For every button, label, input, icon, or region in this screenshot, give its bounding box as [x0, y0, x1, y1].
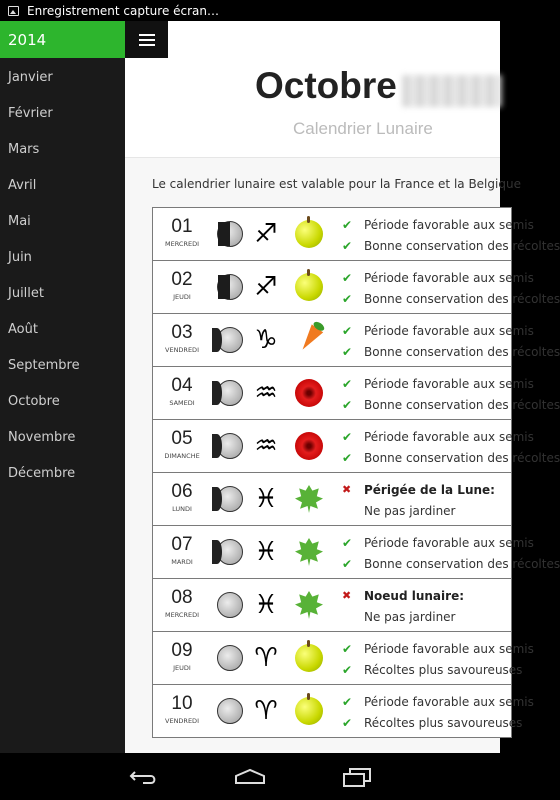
aries-icon: ♈ — [254, 696, 278, 726]
status-bar — [0, 0, 500, 21]
advice-text: Période favorable aux semis — [364, 270, 534, 285]
leaf-icon — [295, 485, 323, 513]
home-button[interactable] — [230, 762, 270, 792]
month-item[interactable]: Juin — [8, 250, 32, 265]
check-icon: ✔ — [342, 291, 353, 306]
advice-text: Période favorable aux semis — [364, 376, 534, 391]
notification-text: Enregistrement capture écran… — [27, 3, 220, 18]
advice-line — [342, 288, 560, 309]
day-row[interactable] — [152, 525, 560, 579]
carrot-icon — [297, 324, 323, 353]
day-number: 01 — [171, 216, 193, 237]
month-item[interactable]: Janvier — [8, 70, 53, 85]
navigation-bar — [0, 753, 500, 800]
day-advice — [342, 479, 542, 521]
first-quarter-moon-icon — [217, 274, 243, 300]
day-number: 02 — [171, 269, 193, 290]
year-header[interactable]: 2014 — [0, 21, 125, 58]
waxing-gibbous-moon-icon — [217, 486, 243, 512]
pisces-icon: ♓ — [254, 590, 278, 620]
advice-line — [342, 712, 542, 733]
first-quarter-moon-icon — [217, 221, 243, 247]
day-name: VENDREDI — [165, 346, 199, 354]
day-date — [153, 208, 211, 260]
day-row[interactable] — [152, 366, 560, 420]
advice-text: Bonne conservation des récoltes — [364, 238, 560, 253]
check-icon: ✔ — [342, 715, 353, 730]
advice-line — [342, 341, 560, 362]
full-moon-icon — [217, 592, 243, 618]
blurred-year — [402, 75, 502, 107]
pisces-icon: ♓ — [254, 537, 278, 567]
day-row[interactable] — [152, 684, 534, 738]
day-name: SAMEDI — [169, 399, 195, 407]
advice-text: Bonne conservation des récoltes — [364, 344, 560, 359]
advice-text: Bonne conservation des récoltes — [364, 556, 560, 571]
month-item[interactable]: Avril — [8, 178, 37, 193]
check-icon: ✔ — [342, 535, 353, 550]
day-advice — [342, 373, 560, 415]
waxing-gibbous-moon-icon — [217, 539, 243, 565]
advice-text: Bonne conservation des récoltes — [364, 291, 560, 306]
waxing-gibbous-moon-icon — [217, 380, 243, 406]
check-icon: ✔ — [342, 450, 353, 465]
aries-icon: ♈ — [254, 643, 278, 673]
day-row[interactable] — [152, 472, 512, 526]
apple-icon — [295, 273, 323, 301]
advice-text: Période favorable aux semis — [364, 217, 534, 232]
advice-line — [342, 553, 560, 574]
pisces-icon: ♓ — [254, 484, 278, 514]
advice-text: Récoltes plus savoureuses — [364, 715, 523, 730]
advice-line — [342, 479, 542, 500]
advice-line — [342, 606, 542, 627]
intro-text: Le calendrier lunaire est valable pour la France et la Belgique — [152, 177, 521, 191]
day-number: 05 — [171, 428, 193, 449]
page-title: Octobre — [255, 65, 397, 106]
check-icon: ✔ — [342, 694, 353, 709]
day-date — [153, 526, 211, 578]
advice-line — [342, 320, 542, 341]
day-number: 04 — [171, 375, 193, 396]
page-subtitle: Calendrier Lunaire — [293, 119, 433, 138]
advice-text: Période favorable aux semis — [364, 641, 534, 656]
screenshot-icon — [8, 6, 19, 16]
page-header — [125, 21, 500, 158]
advice-text: Récoltes plus savoureuses — [364, 662, 523, 677]
month-item[interactable]: Novembre — [8, 430, 76, 445]
day-advice — [342, 214, 560, 256]
hamburger-bar — [139, 44, 155, 46]
back-icon — [129, 768, 159, 786]
day-number: 10 — [171, 693, 193, 714]
advice-line — [342, 691, 542, 712]
day-date — [153, 420, 211, 472]
lunar-calendar-table — [152, 208, 560, 738]
advice-line — [342, 214, 542, 235]
day-name: MERCREDI — [165, 240, 199, 248]
month-item[interactable]: Décembre — [8, 466, 76, 481]
day-advice — [342, 267, 560, 309]
full-moon-icon — [217, 645, 243, 671]
calendar-main[interactable] — [125, 21, 560, 753]
recent-apps-icon — [342, 767, 372, 787]
check-icon: ✔ — [342, 217, 353, 232]
day-name: LUNDI — [172, 505, 192, 513]
advice-text: Ne pas jardiner — [364, 503, 456, 518]
waxing-gibbous-moon-icon — [217, 327, 243, 353]
advice-line — [342, 659, 542, 680]
day-row[interactable] — [152, 313, 560, 367]
check-icon: ✔ — [342, 323, 353, 338]
advice-text: Bonne conservation des récoltes — [364, 397, 560, 412]
day-name: JEUDI — [173, 664, 191, 672]
day-date — [153, 632, 211, 684]
aquarius-icon: ♒ — [254, 378, 278, 408]
day-date — [153, 314, 211, 366]
month-item[interactable]: Octobre — [8, 394, 60, 409]
back-button[interactable] — [124, 762, 164, 792]
advice-line — [342, 532, 542, 553]
advice-text: Période favorable aux semis — [364, 694, 534, 709]
day-date — [153, 685, 211, 737]
month-item[interactable]: Mai — [8, 214, 31, 229]
flower-icon — [295, 432, 323, 460]
advice-text: Noeud lunaire: — [364, 588, 465, 603]
month-item[interactable]: Juillet — [8, 286, 45, 301]
check-icon: ✔ — [342, 556, 353, 571]
day-row[interactable] — [152, 631, 534, 685]
month-item[interactable]: Août — [8, 322, 38, 337]
advice-line — [342, 585, 542, 606]
day-name: MERCREDI — [165, 611, 199, 619]
day-row[interactable] — [152, 578, 512, 632]
day-advice — [342, 638, 542, 680]
capricorn-icon: ♑ — [254, 325, 278, 355]
advice-line — [342, 500, 542, 521]
advice-line — [342, 235, 560, 256]
day-advice — [342, 320, 560, 362]
flower-icon — [295, 379, 323, 407]
check-icon: ✔ — [342, 376, 353, 391]
sagittarius-icon: ♐ — [254, 219, 278, 249]
home-icon — [233, 768, 267, 786]
advice-line — [342, 426, 542, 447]
day-advice — [342, 532, 560, 574]
advice-line — [342, 267, 542, 288]
day-number: 09 — [171, 640, 193, 661]
aquarius-icon: ♒ — [254, 431, 278, 461]
month-list — [0, 60, 125, 492]
menu-button[interactable] — [125, 21, 168, 58]
day-number: 06 — [171, 481, 193, 502]
day-row[interactable] — [152, 419, 560, 473]
check-icon: ✔ — [342, 641, 353, 656]
day-name: MARDI — [171, 558, 193, 566]
check-icon: ✔ — [342, 270, 353, 285]
month-item[interactable]: Mars — [8, 142, 40, 157]
advice-line — [342, 394, 560, 415]
month-drawer — [0, 21, 125, 753]
day-name: VENDREDI — [165, 717, 199, 725]
day-date — [153, 473, 211, 525]
day-name: JEUDI — [173, 293, 191, 301]
hamburger-icon — [139, 34, 155, 36]
day-number: 07 — [171, 534, 193, 555]
advice-text: Période favorable aux semis — [364, 429, 534, 444]
check-icon: ✔ — [342, 344, 353, 359]
day-number: 08 — [171, 587, 193, 608]
advice-text: Bonne conservation des récoltes — [364, 450, 560, 465]
hamburger-bar — [139, 39, 155, 41]
day-name: DIMANCHE — [164, 452, 200, 460]
full-moon-icon — [217, 698, 243, 724]
month-item[interactable]: Février — [8, 106, 53, 121]
cross-icon: ✖ — [342, 483, 352, 496]
waxing-gibbous-moon-icon — [217, 433, 243, 459]
day-advice — [342, 426, 560, 468]
leaf-icon — [295, 538, 323, 566]
day-date — [153, 261, 211, 313]
check-icon: ✔ — [342, 429, 353, 444]
day-date — [153, 579, 211, 631]
day-advice — [342, 691, 542, 733]
day-advice — [342, 585, 542, 627]
advice-line — [342, 638, 542, 659]
day-row[interactable] — [152, 207, 560, 261]
check-icon: ✔ — [342, 238, 353, 253]
sagittarius-icon: ♐ — [254, 272, 278, 302]
apple-icon — [295, 644, 323, 672]
cross-icon: ✖ — [342, 589, 352, 602]
advice-line — [342, 447, 560, 468]
leaf-icon — [295, 591, 323, 619]
advice-line — [342, 373, 542, 394]
day-number: 03 — [171, 322, 193, 343]
apple-icon — [295, 220, 323, 248]
apple-icon — [295, 697, 323, 725]
advice-text: Ne pas jardiner — [364, 609, 456, 624]
recent-apps-button[interactable] — [337, 762, 377, 792]
check-icon: ✔ — [342, 397, 353, 412]
day-date — [153, 367, 211, 419]
advice-text: Période favorable aux semis — [364, 323, 534, 338]
advice-text: Période favorable aux semis — [364, 535, 534, 550]
advice-text: Périgée de la Lune: — [364, 482, 495, 497]
day-row[interactable] — [152, 260, 560, 314]
check-icon: ✔ — [342, 662, 353, 677]
month-item[interactable]: Septembre — [8, 358, 80, 373]
